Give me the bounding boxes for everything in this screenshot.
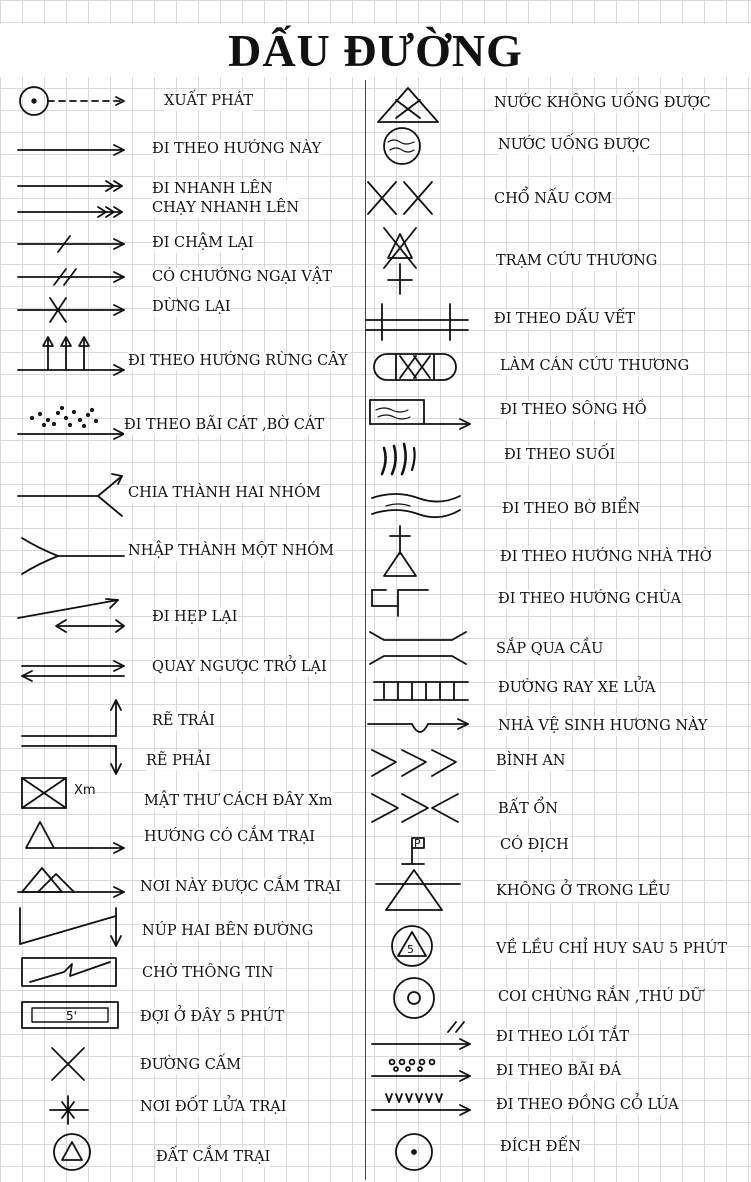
bridge-symbol (366, 626, 476, 670)
church-symbol (378, 524, 424, 580)
wait-5-mark: 5' (66, 1009, 77, 1023)
label-to-leader: VỀ LỀU CHỈ HUY SAU 5 PHÚT (496, 941, 728, 957)
railway-symbol (372, 674, 472, 708)
double-x-symbol (364, 180, 444, 216)
to-leader-mark: 5 (407, 943, 414, 956)
label-turn-left: RẼ TRÁI (152, 713, 215, 729)
label-stream: ĐI THEO SUỐI (504, 447, 616, 463)
label-campfire: NƠI ĐỐT LỬA TRẠI (140, 1099, 287, 1115)
label-turn-right: RẼ PHẢI (146, 753, 211, 769)
arrow-x-symbol (18, 296, 128, 324)
hide-both-sides-symbol (18, 904, 128, 950)
first-aid-symbol (378, 224, 430, 296)
label-letter: MẬT THƯ CÁCH ĐÂY Xm (144, 793, 333, 809)
label-grass: ĐI THEO ĐỒNG CỎ LÚA (496, 1097, 679, 1113)
grass-symbol (370, 1086, 480, 1120)
label-destination: ĐÍCH ĐẾN (500, 1139, 581, 1155)
label-merge: NHẬP THÀNH MỘT NHÓM (128, 543, 334, 559)
stream-symbol (378, 438, 422, 478)
to-leader-symbol (388, 922, 438, 970)
label-sand: ĐI THEO BÃI CÁT ,BỜ CÁT (124, 417, 325, 433)
letter-box-symbol (20, 776, 130, 810)
label-forbidden: ĐƯỜNG CẤM (140, 1057, 242, 1073)
coast-symbol (368, 488, 464, 522)
turn-right-symbol (18, 742, 128, 776)
page-title: DẤU ĐƯỜNG (0, 24, 751, 77)
label-cooking: CHỔ NẤU CƠM (494, 191, 613, 207)
label-undrinkable: NƯỚC KHÔNG UỐNG ĐƯỢC (494, 95, 711, 111)
circle-water-symbol (374, 124, 434, 168)
start-circle-arrow-symbol (14, 86, 124, 116)
label-track: ĐI THEO DẤU VẾT (494, 311, 636, 327)
pagoda-symbol (368, 586, 438, 620)
forest-arrows-symbol (18, 334, 128, 376)
label-reverse: QUAY NGƯỢC TRỞ LẠI (152, 659, 327, 675)
label-not-in-tent: KHÔNG Ở TRONG LỀU (496, 883, 671, 899)
label-unsafe: BẤT ỔN (498, 801, 558, 817)
label-railway: ĐƯỜNG RAY XE LỬA (498, 680, 656, 696)
label-narrowing: ĐI HẸP LẠI (152, 609, 238, 625)
double-circle-symbol (390, 974, 438, 1022)
x-mark-symbol (48, 1044, 92, 1084)
merge-arrow-symbol (18, 534, 128, 578)
label-camp-direction: HƯỚNG CÓ CẮM TRẠI (144, 829, 316, 845)
stretcher-symbol (372, 350, 462, 384)
label-stretcher: LÀM CÁN CỨU THƯƠNG (500, 358, 690, 374)
label-slow-down: ĐI CHẬM LẠI (152, 235, 254, 251)
label-enemy: CÓ ĐỊCH (500, 837, 569, 853)
wait-5-symbol (18, 998, 128, 1032)
label-wait-5: ĐỢI Ở ĐÂY 5 PHÚT (140, 1009, 285, 1025)
unsafe-symbol (370, 790, 466, 826)
camp-arrow-symbol (18, 818, 128, 854)
sand-arrow-symbol (18, 404, 128, 442)
reverse-symbol (18, 656, 128, 686)
enemy-symbol (396, 832, 436, 868)
label-follow-direction: ĐI THEO HƯỚNG NÀY (152, 141, 322, 157)
river-symbol (366, 396, 476, 432)
camp-here-symbol (18, 864, 128, 898)
label-first-aid: TRẠM CỨU THƯƠNG (496, 253, 658, 269)
triangle-x-symbol (370, 84, 450, 126)
label-river: ĐI THEO SÔNG HỒ (500, 402, 647, 418)
label-coast: ĐI THEO BỜ BIỂN (502, 501, 641, 517)
split-arrow-symbol (18, 470, 128, 520)
label-go-fast: ĐI NHANH LÊN CHẠY NHANH LÊN (152, 181, 300, 216)
label-hide: NÚP HAI BÊN ĐƯỜNG (142, 923, 314, 939)
label-beware: COI CHỪNG RẮN ,THÚ DỮ (498, 989, 703, 1005)
enemy-mark: P (414, 837, 421, 850)
label-forest: ĐI THEO HƯỚNG RỪNG CÂY (128, 353, 348, 369)
shortcut-symbol (370, 1018, 480, 1052)
destination-symbol (390, 1130, 438, 1178)
turn-left-symbol (18, 698, 128, 740)
label-stop: DỪNG LẠI (152, 299, 231, 315)
arrow-double-slash-symbol (18, 265, 128, 289)
fire-mark-symbol (48, 1094, 92, 1126)
toilet-symbol (366, 712, 476, 742)
narrowing-symbol (18, 596, 128, 636)
track-sign-symbol (364, 300, 474, 342)
label-camp-here: NƠI NÀY ĐƯỢC CẮM TRẠI (140, 879, 341, 895)
arrow-slash-symbol (18, 232, 128, 256)
wait-info-symbol (18, 954, 128, 990)
letter-box-mark: Xm (74, 783, 96, 798)
label-campground: ĐẤT CẮM TRẠI (156, 1149, 271, 1165)
label-rocks: ĐI THEO BÃI ĐÁ (496, 1063, 622, 1079)
rocks-symbol (370, 1054, 480, 1084)
arrow-symbol (18, 140, 128, 160)
label-church: ĐI THEO HƯỚNG NHÀ THỜ (500, 549, 712, 565)
label-start: XUẤT PHÁT (164, 93, 254, 109)
label-safe: BÌNH AN (496, 753, 566, 769)
label-drinkable: NƯỚC UỐNG ĐƯỢC (498, 137, 651, 153)
label-shortcut: ĐI THEO LỐI TẮT (496, 1029, 630, 1045)
circle-triangle-symbol (52, 1132, 96, 1176)
label-obstacle: CÓ CHƯỚNG NGẠI VẬT (152, 269, 333, 285)
safe-symbol (370, 746, 466, 780)
label-wait-info: CHỜ THÔNG TIN (142, 965, 274, 981)
label-split: CHIA THÀNH HAI NHÓM (128, 485, 321, 501)
not-in-tent-symbol (374, 866, 464, 914)
label-bridge: SẮP QUA CẦU (496, 641, 604, 657)
label-toilet: NHÀ VỆ SINH HƯƠNG NÀY (498, 718, 708, 734)
label-pagoda: ĐI THEO HƯỚNG CHÙA (498, 591, 682, 607)
double-arrow-symbol (18, 178, 128, 222)
